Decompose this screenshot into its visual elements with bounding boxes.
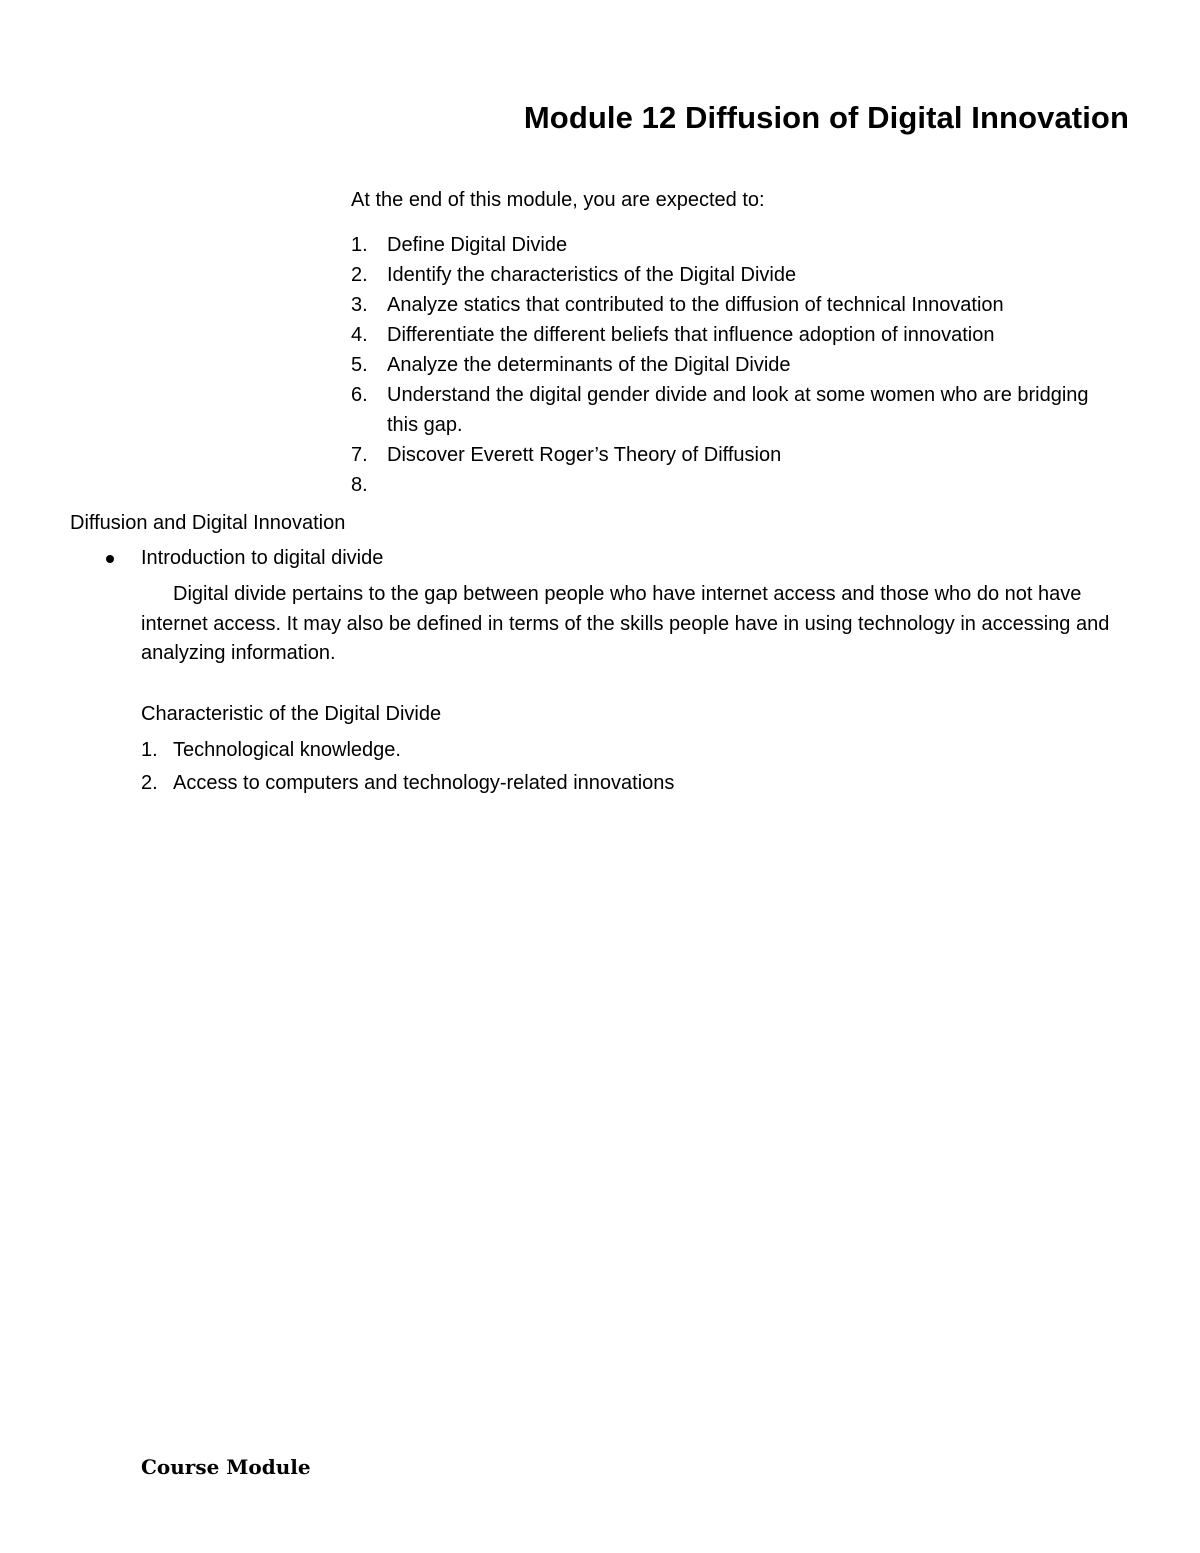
list-text: Analyze statics that contributed to the diffusion of technical Innovation (387, 294, 1004, 316)
definition-paragraph: Digital divide pertains to the gap between people who have internet access and those who do not have internet access. It may also be defined in terms of the skills people have in using technology in accessing and analyzing information. (141, 583, 1110, 664)
list-number: 8. (351, 474, 368, 496)
characteristics-list (141, 734, 674, 800)
objectives-list (351, 230, 1111, 500)
bullet-icon (106, 555, 114, 563)
list-item (141, 767, 674, 800)
list-item (351, 260, 1111, 290)
list-number: 7. (351, 444, 368, 466)
list-item (351, 290, 1111, 320)
list-text: Identify the characteristics of the Digital Divide (387, 264, 797, 286)
list-item (351, 350, 1111, 380)
list-text: Define Digital Divide (387, 234, 568, 256)
list-item (351, 440, 1111, 470)
list-number: 6. (351, 384, 368, 406)
list-number: 3. (351, 294, 368, 316)
list-number: 1. (141, 739, 158, 761)
list-number: 1. (351, 234, 368, 256)
list-text: Access to computers and technology-related innovations (173, 772, 675, 794)
page-title: Module 12 Diffusion of Digital Innovation (523, 100, 1129, 135)
list-item (141, 734, 674, 767)
objectives-intro: At the end of this module, you are expected to: (351, 189, 765, 211)
list-number: 5. (351, 354, 368, 376)
bullet-item (106, 547, 383, 570)
list-item (351, 230, 1111, 260)
list-text: Analyze the determinants of the Digital Divide (387, 354, 791, 376)
list-item (351, 320, 1111, 350)
list-text: Discover Everett Roger’s Theory of Diffusion (387, 444, 782, 466)
bullet-text: Introduction to digital divide (141, 547, 384, 569)
list-text: Technological knowledge. (173, 739, 401, 761)
list-text (387, 470, 1111, 500)
list-text: Understand the digital gender divide and look at some women who are bridging this gap. (387, 384, 1089, 436)
characteristics-heading: Characteristic of the Digital Divide (141, 703, 442, 725)
page-footer: Course Module (141, 1455, 311, 1479)
section-heading: Diffusion and Digital Innovation (70, 512, 346, 534)
list-number: 4. (351, 324, 368, 346)
list-item (351, 470, 1111, 500)
list-number: 2. (351, 264, 368, 286)
list-text: Differentiate the different beliefs that influence adoption of innovation (387, 324, 995, 346)
list-item (351, 380, 1111, 440)
list-number: 2. (141, 772, 158, 794)
